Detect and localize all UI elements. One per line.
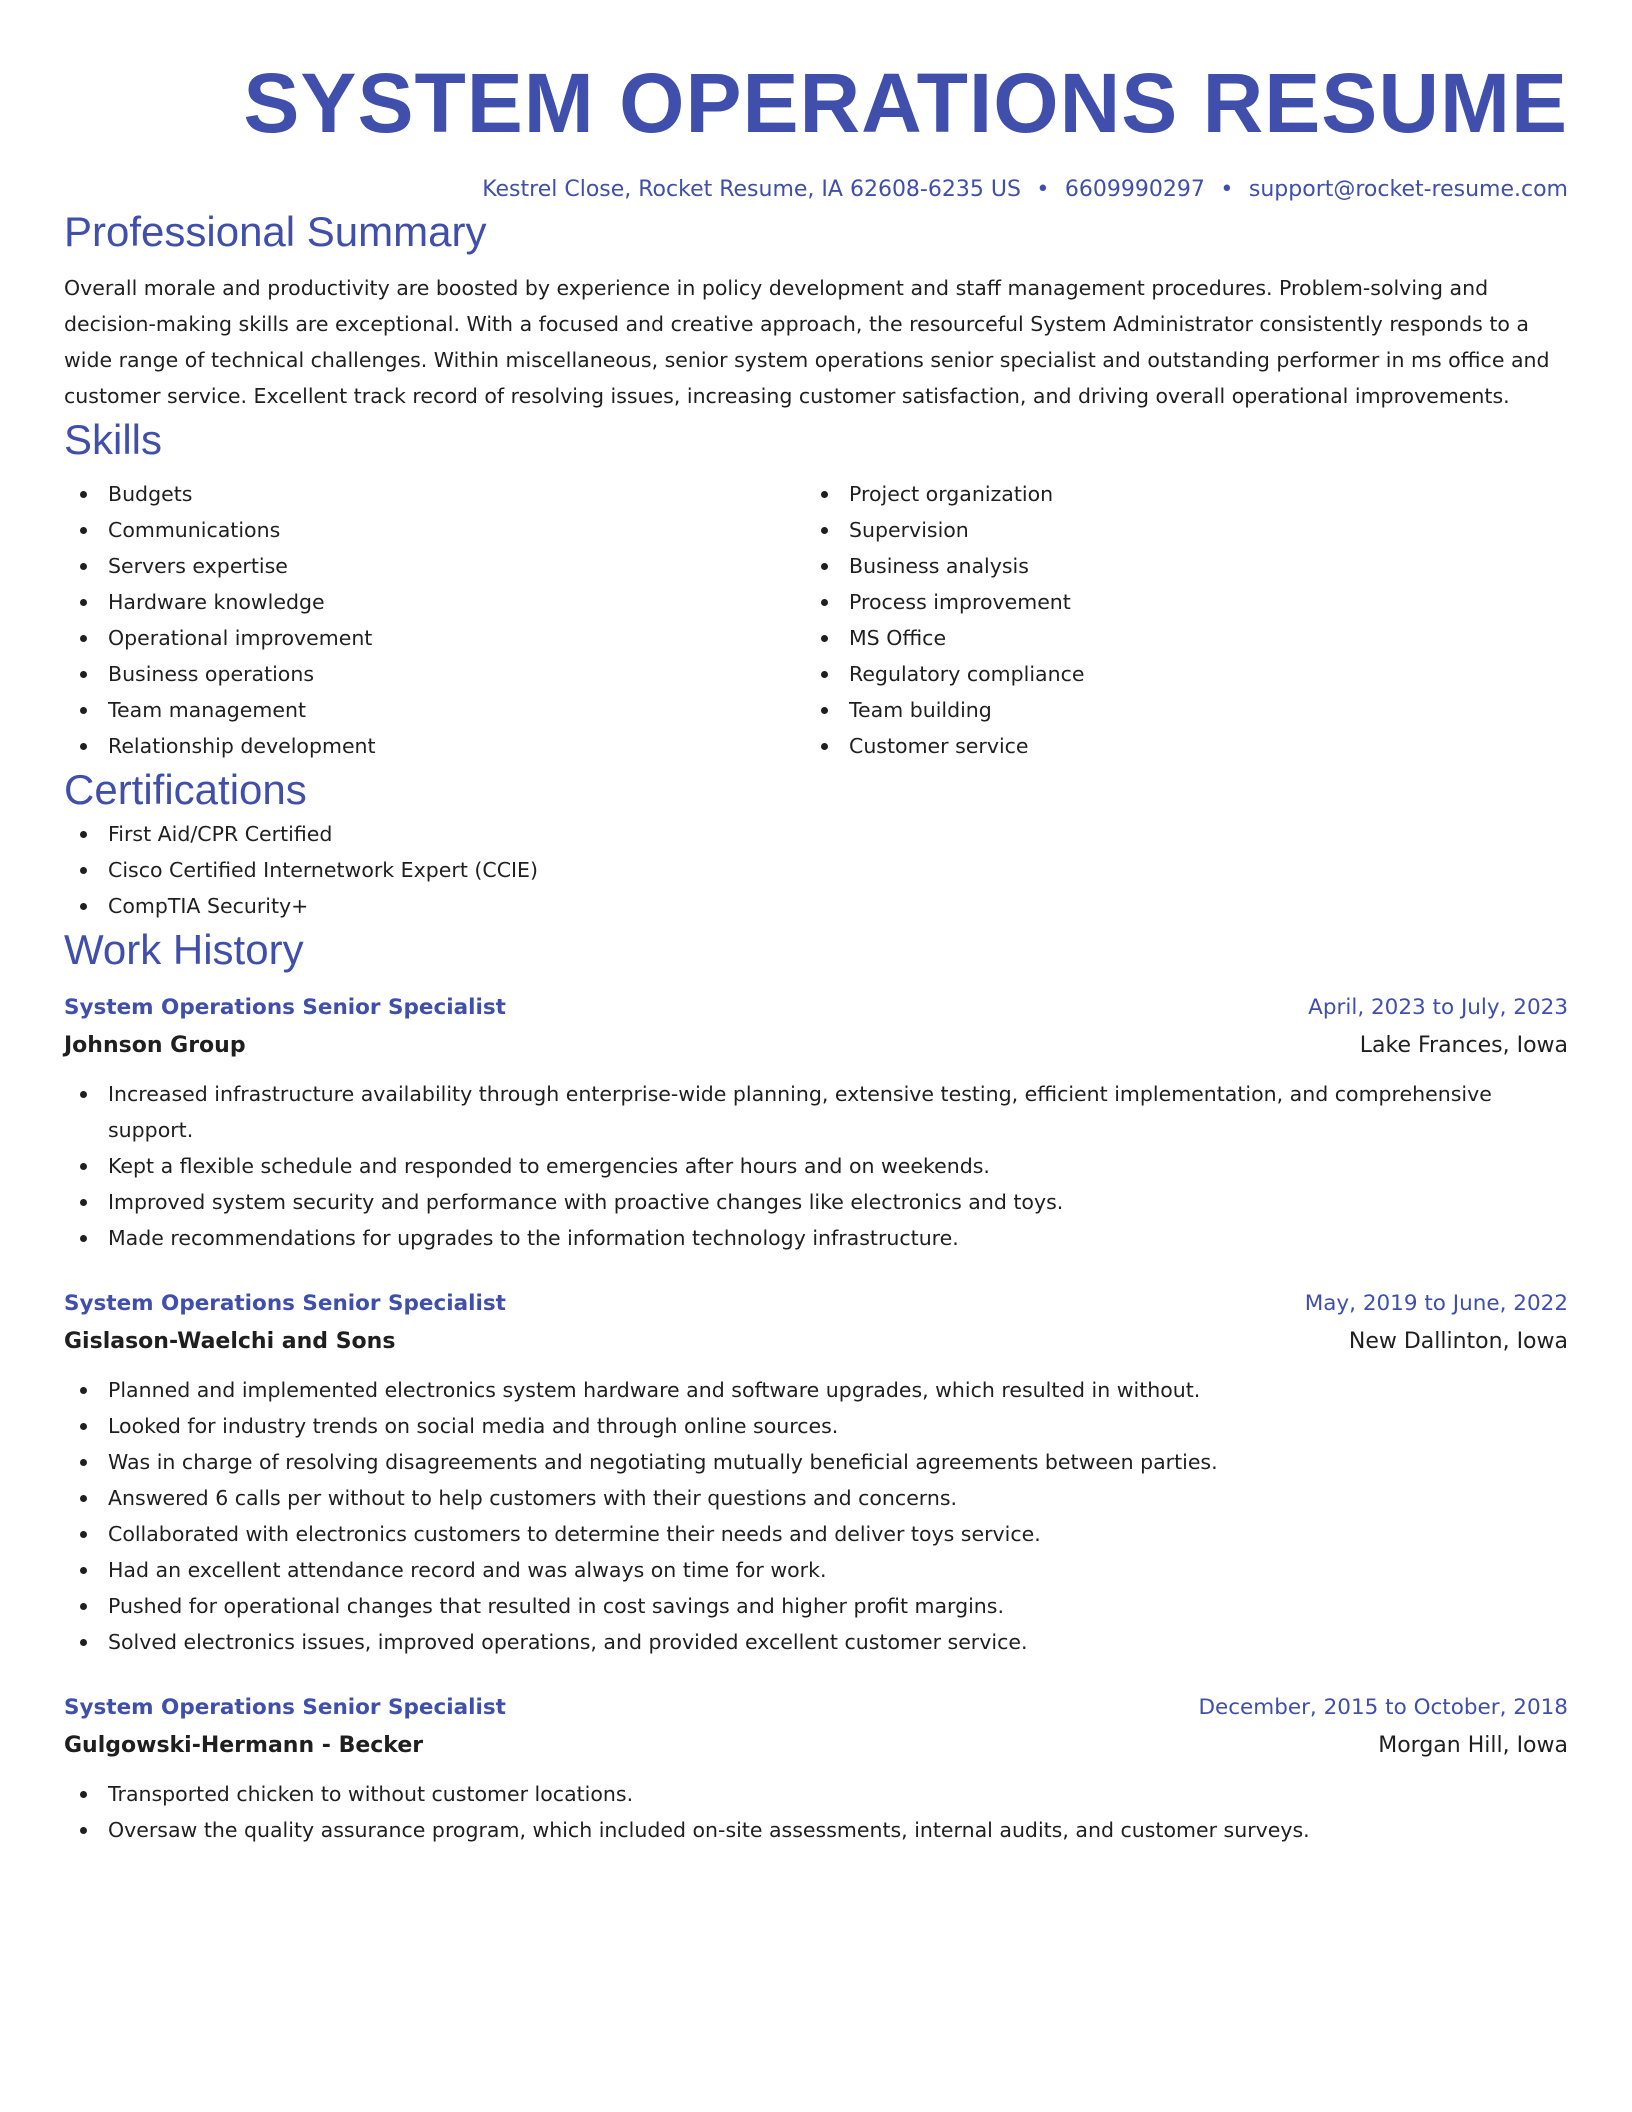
job-header-row: [64, 990, 1568, 1026]
resume-header: [64, 0, 1568, 206]
job-location: Morgan Hill, Iowa: [1378, 1733, 1568, 1758]
job-bullet: Collaborated with electronics customers to determine their needs and deliver toys service.: [64, 1516, 1568, 1552]
skill-item: Business operations: [64, 656, 805, 692]
job-header-row: [64, 1286, 1568, 1322]
job-entry: [64, 1690, 1568, 1848]
work-history-section: [64, 924, 1568, 1848]
skill-item: Customer service: [805, 728, 1546, 764]
skill-item: Business analysis: [805, 548, 1546, 584]
job-company-row: [64, 1726, 1568, 1766]
job-bullet: Had an excellent attendance record and was always on time for work.: [64, 1552, 1568, 1588]
resume-title: SYSTEM OPERATIONS RESUME: [243, 56, 1568, 150]
job-location: New Dallinton, Iowa: [1348, 1329, 1568, 1354]
contact-address: Kestrel Close, Rocket Resume, IA 62608-6235 US: [482, 177, 1021, 202]
skills-list-right: [805, 476, 1546, 764]
job-bullet: Increased infrastructure availability through enterprise-wide planning, extensive testing, efficient implementation, and comprehensive support.: [64, 1076, 1568, 1148]
skill-item: Budgets: [64, 476, 805, 512]
job-company: Johnson Group: [64, 1033, 246, 1058]
job-bullet: Kept a flexible schedule and responded to emergencies after hours and on weekends.: [64, 1148, 1568, 1184]
skill-item: Regulatory compliance: [805, 656, 1546, 692]
skill-item: Servers expertise: [64, 548, 805, 584]
work-history-heading: Work History: [64, 926, 304, 973]
job-entry: [64, 990, 1568, 1256]
skill-item: Relationship development: [64, 728, 805, 764]
job-company-row: [64, 1026, 1568, 1066]
job-bullet: Looked for industry trends on social media and through online sources.: [64, 1408, 1568, 1444]
summary-heading: Professional Summary: [64, 208, 487, 255]
job-title: System Operations Senior Specialist: [64, 1291, 506, 1316]
skill-item: Team building: [805, 692, 1546, 728]
skills-list-left: [64, 476, 805, 764]
skills-grid: [64, 476, 1568, 764]
certifications-list: [64, 816, 1568, 924]
contact-line: [64, 174, 1568, 206]
job-bullet: Was in charge of resolving disagreements and negotiating mutually beneficial agreements between parties.: [64, 1444, 1568, 1480]
certification-item: First Aid/CPR Certified: [64, 816, 1568, 852]
skill-item: Hardware knowledge: [64, 584, 805, 620]
contact-separator: •: [1036, 177, 1050, 202]
job-company: Gislason-Waelchi and Sons: [64, 1329, 396, 1354]
job-company-row: [64, 1322, 1568, 1362]
job-entry: [64, 1286, 1568, 1660]
skill-item: Supervision: [805, 512, 1546, 548]
skill-item: Operational improvement: [64, 620, 805, 656]
job-header-row: [64, 1690, 1568, 1726]
job-bullet: Pushed for operational changes that resulted in cost savings and higher profit margins.: [64, 1588, 1568, 1624]
job-dates: April, 2023 to July, 2023: [1308, 995, 1568, 1020]
job-bullet: Solved electronics issues, improved operations, and provided excellent customer service.: [64, 1624, 1568, 1660]
skill-item: Team management: [64, 692, 805, 728]
certifications-section: [64, 764, 1568, 924]
job-location: Lake Frances, Iowa: [1359, 1033, 1568, 1058]
certifications-heading: Certifications: [64, 766, 307, 813]
job-bullet: Oversaw the quality assurance program, which included on-site assessments, internal audits, and customer surveys.: [64, 1812, 1568, 1848]
skills-heading: Skills: [64, 416, 163, 463]
certification-item: Cisco Certified Internetwork Expert (CCIE): [64, 852, 1568, 888]
contact-phone: 6609990297: [1064, 177, 1205, 202]
job-bullet: Answered 6 calls per without to help customers with their questions and concerns.: [64, 1480, 1568, 1516]
skill-item: Communications: [64, 512, 805, 548]
job-dates: December, 2015 to October, 2018: [1198, 1695, 1568, 1720]
job-dates: May, 2019 to June, 2022: [1304, 1291, 1568, 1316]
job-bullet: Transported chicken to without customer locations.: [64, 1776, 1568, 1812]
skills-section: [64, 414, 1568, 764]
job-bullet: Improved system security and performance with proactive changes like electronics and toys.: [64, 1184, 1568, 1220]
job-bullets: [64, 1372, 1568, 1660]
summary-text: Overall morale and productivity are boosted by experience in policy development and staff management procedures. Problem-solving and decision-making skills are exceptional. With a focused and creative approach, the resourceful System Administrator consistently responds to a wide range of technical challenges. Within miscellaneous, senior system operations senior specialist and outstanding performer in ms office and customer service. Excellent track record of resolving issues, increasing customer satisfaction, and driving overall operational improvements.: [64, 276, 1550, 408]
job-bullets: [64, 1776, 1568, 1848]
skill-item: Project organization: [805, 476, 1546, 512]
job-bullets: [64, 1076, 1568, 1256]
certification-item: CompTIA Security+: [64, 888, 1568, 924]
skill-item: Process improvement: [805, 584, 1546, 620]
summary-section: [64, 206, 1568, 414]
job-title: System Operations Senior Specialist: [64, 995, 506, 1020]
jobs-container: [64, 990, 1568, 1848]
job-company: Gulgowski-Hermann - Becker: [64, 1733, 424, 1758]
job-title: System Operations Senior Specialist: [64, 1695, 506, 1720]
skill-item: MS Office: [805, 620, 1546, 656]
job-bullet: Planned and implemented electronics system hardware and software upgrades, which resulted in without.: [64, 1372, 1568, 1408]
contact-email: support@rocket-resume.com: [1248, 177, 1568, 202]
contact-separator: •: [1220, 177, 1234, 202]
job-bullet: Made recommendations for upgrades to the information technology infrastructure.: [64, 1220, 1568, 1256]
